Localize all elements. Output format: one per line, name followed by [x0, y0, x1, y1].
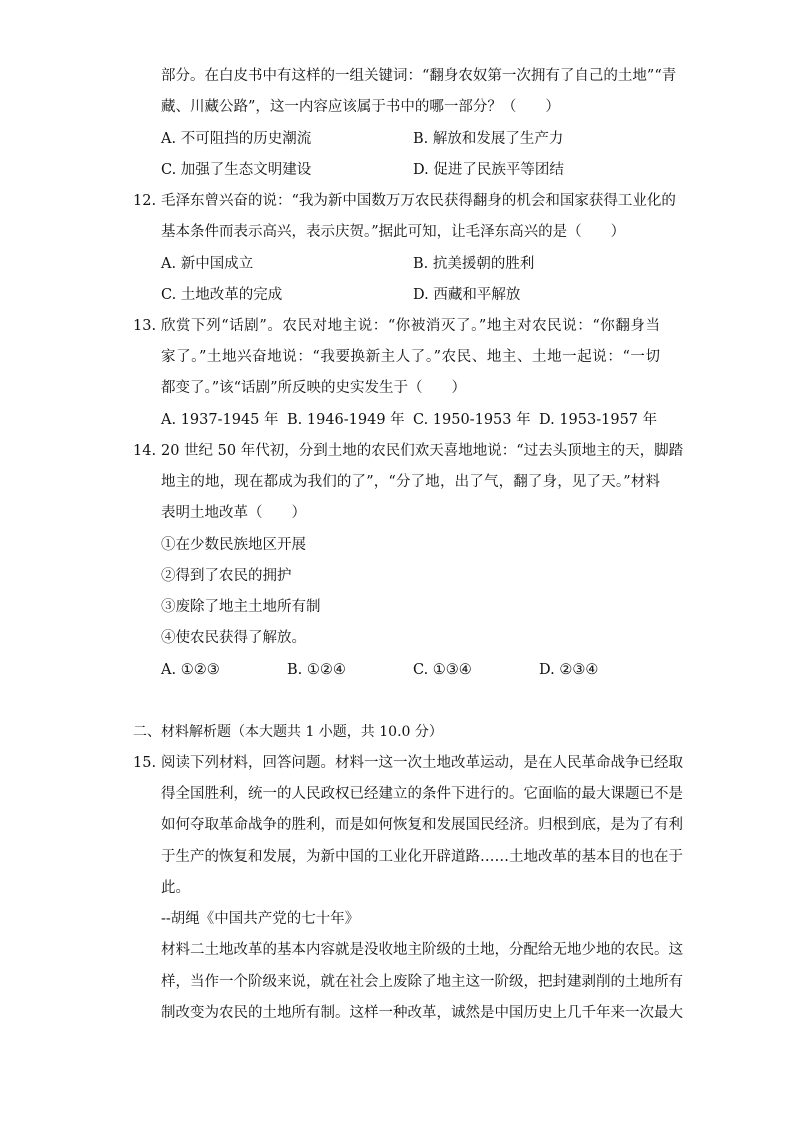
q13-option-b[interactable]: B. 1946-1949 年: [287, 412, 405, 428]
q13-option-d[interactable]: D. 1953-1957 年: [539, 412, 658, 428]
q15-material2-line-2: 样，当作一个阶级来说，就在社会上废除了地主这一阶级，把封建剥削的土地所有: [161, 974, 683, 990]
section-heading: 二、材料解析题（本大题共 1 小题，共 10.0 分）: [133, 724, 443, 740]
q12-stem-line-2: 基本条件而表示高兴，表示庆贺。”据此可知，让毛泽东高兴的是（ ）: [161, 224, 626, 240]
q15-line-5: 此。: [161, 880, 190, 896]
q12-number: 12.: [133, 193, 157, 209]
q14-item-1: ①在少数民族地区开展: [161, 537, 306, 553]
q15-source: --胡绳《中国共产党的七十年》: [161, 911, 360, 927]
q13-stem-line-2: 家了。”土地兴奋地说：“我要换新主人了。”农民、地主、土地一起说：“一切: [161, 349, 660, 365]
q14-option-a[interactable]: A. ①②③: [161, 662, 220, 678]
q15-line-4: 于生产的恢复和发展，为新中国的工业化开辟道路……土地改革的基本目的也在于: [161, 849, 683, 865]
q11-stem-line-2: 藏、川藏公路”，这一内容应该属于书中的哪一部分？（ ）: [161, 99, 560, 115]
q14-stem-line-1: 20 世纪 50 年代初，分到土地的农民们欢天喜地地说：“过去头顶地主的天，脚踏: [161, 443, 684, 459]
q14-stem-line-3: 表明土地改革（ ）: [161, 505, 306, 521]
q15-number: 15.: [133, 755, 157, 771]
q14-item-2: ②得到了农民的拥护: [161, 568, 292, 584]
q14-item-4: ④使农民获得了解放。: [161, 630, 306, 646]
q11-option-b[interactable]: B. 解放和发展了生产力: [413, 131, 564, 147]
q14-option-d[interactable]: D. ②③④: [539, 662, 599, 678]
q11-stem-line-1: 部分。在白皮书中有这样的一组关键词：“翻身农奴第一次拥有了自己的土地”“青: [161, 68, 677, 84]
q15-line-3: 如何夺取革命战争的胜利，而是如何恢复和发展国民经济。归根到底，是为了有利: [161, 817, 683, 833]
q14-stem-line-2: 地主的地，现在都成为我们的了”，“分了地，出了气，翻了身，见了天。”材料: [161, 474, 660, 490]
q14-option-c[interactable]: C. ①③④: [413, 662, 472, 678]
q13-number: 13.: [133, 318, 157, 334]
q15-line-1: 阅读下列材料，回答问题。材料一这一次土地改革运动，是在人民革命战争已经取: [161, 755, 683, 771]
q11-option-a[interactable]: A. 不可阻挡的历史潮流: [161, 131, 312, 147]
q12-option-a[interactable]: A. 新中国成立: [161, 256, 254, 272]
q13-stem-line-3: 都变了。”该“话剧”所反映的史实发生于（ ）: [161, 380, 466, 396]
q15-material2-line-3: 制改变为农民的土地所有制。这样一种改革，诚然是中国历史上几千年来一次最大: [161, 1005, 683, 1021]
q11-option-c[interactable]: C. 加强了生态文明建设: [161, 162, 312, 178]
q13-stem-line-1: 欣赏下列“话剧”。农民对地主说：“你被消灭了。”地主对农民说：“你翻身当: [161, 318, 660, 334]
q15-material2-line-1: 材料二土地改革的基本内容就是没收地主阶级的土地，分配给无地少地的农民。这: [161, 942, 683, 958]
q13-option-a[interactable]: A. 1937-1945 年: [161, 412, 279, 428]
q12-stem-line-1: 毛泽东曾兴奋的说：“我为新中国数万万农民获得翻身的机会和国家获得工业化的: [161, 193, 676, 209]
q12-option-d[interactable]: D. 西藏和平解放: [413, 287, 521, 303]
q13-option-c[interactable]: C. 1950-1953 年: [413, 412, 531, 428]
q12-option-b[interactable]: B. 抗美援朝的胜利: [413, 256, 535, 272]
q14-item-3: ③废除了地主土地所有制: [161, 599, 321, 615]
q14-number: 14.: [133, 443, 157, 459]
q12-option-c[interactable]: C. 土地改革的完成: [161, 287, 283, 303]
q14-option-b[interactable]: B. ①②④: [287, 662, 346, 678]
q15-line-2: 得全国胜利，统一的人民政权已经建立的条件下进行的。它面临的最大课题已不是: [161, 786, 683, 802]
q11-option-d[interactable]: D. 促进了民族平等团结: [413, 162, 564, 178]
